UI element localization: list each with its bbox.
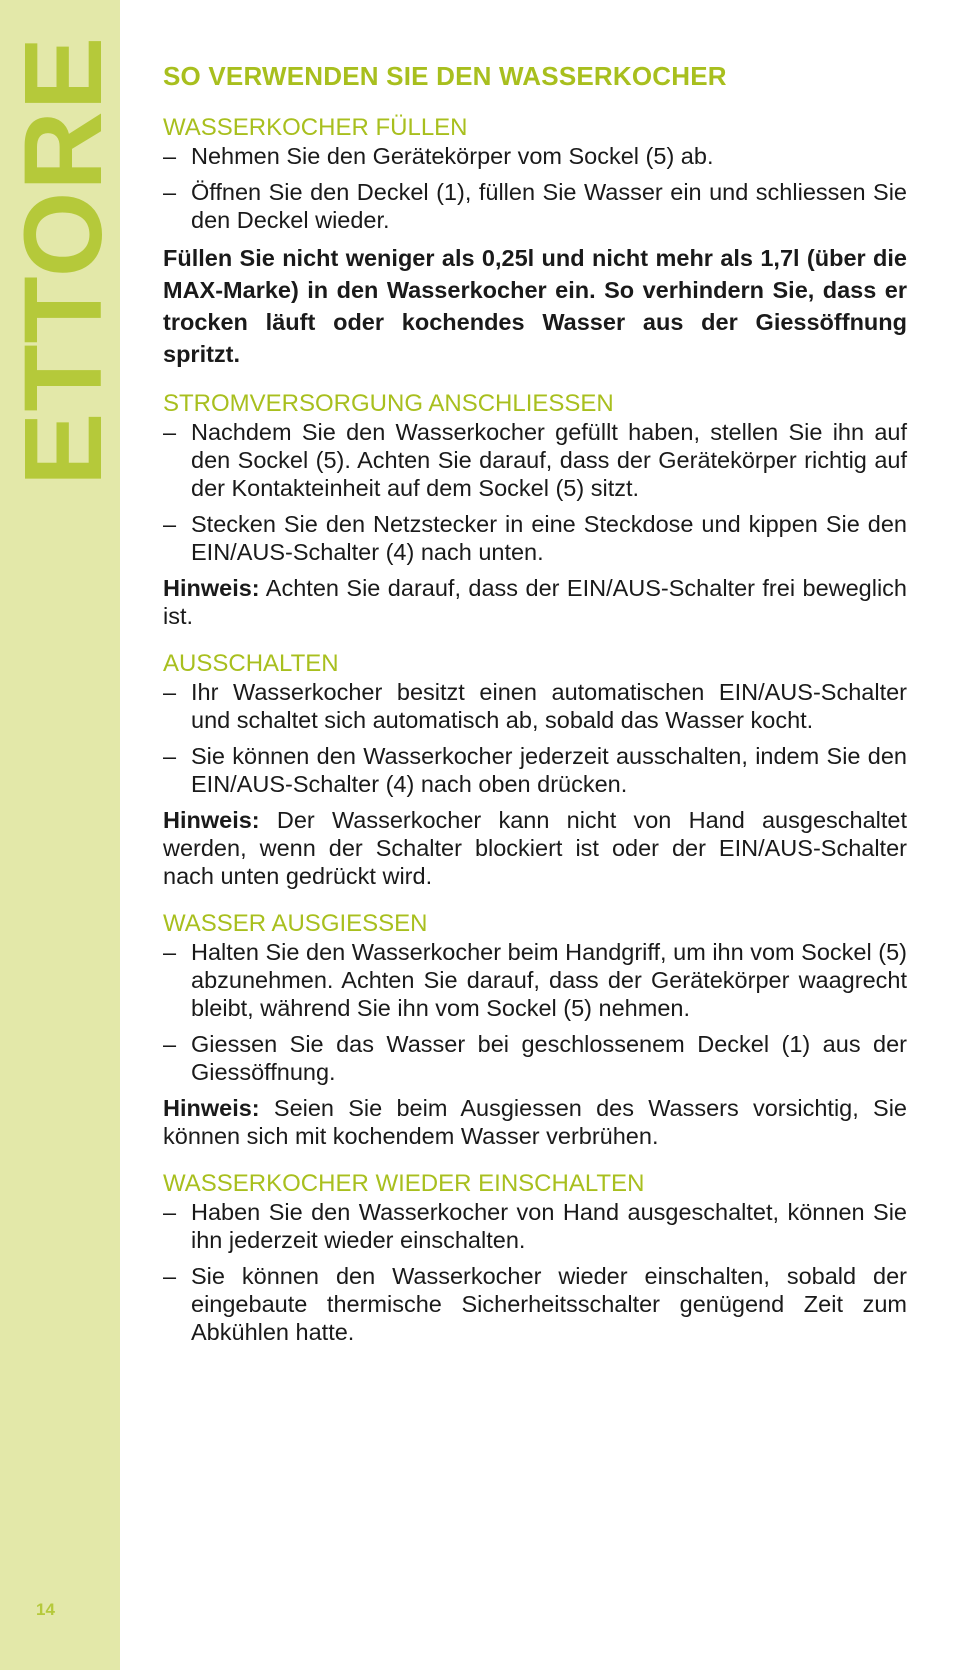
list-item xyxy=(163,1030,907,1086)
list-item-text: Ihr Wasserkocher besitzt einen automatischen EIN/AUS-Schalter und schaltet sich automatisch ab, sobald das Wasser kocht. xyxy=(191,679,907,733)
list-item-text: Nachdem Sie den Wasserkocher gefüllt haben, stellen Sie ihn auf den Sockel (5). Achten Sie darauf, dass der Gerätekörper richtig auf der Kontakteinheit auf dem Sockel (5) sitzt. xyxy=(191,419,907,501)
dash-marker: – xyxy=(163,939,177,965)
dash-marker: – xyxy=(163,1263,177,1289)
page-number: 14 xyxy=(36,1600,55,1619)
dash-marker: – xyxy=(163,1031,177,1057)
note-label: Hinweis: xyxy=(163,1095,260,1121)
list-item-text: Haben Sie den Wasserkocher von Hand ausgeschaltet, können Sie ihn jederzeit wieder einschalten. xyxy=(191,1199,907,1253)
main-content xyxy=(163,60,907,1366)
note-text: Seien Sie beim Ausgiessen des Wassers vorsichtig, Sie können sich mit kochendem Wasser verbrühen. xyxy=(163,1095,907,1149)
list-item xyxy=(163,1198,907,1254)
list-item-text: Giessen Sie das Wasser bei geschlossenem Deckel (1) aus der Giessöffnung. xyxy=(191,1031,907,1085)
page-title: SO VERWENDEN SIE DEN WASSERKOCHER xyxy=(163,61,727,91)
list-item xyxy=(163,938,907,1022)
list-item-text: Nehmen Sie den Gerätekörper vom Sockel (5) ab. xyxy=(191,143,714,169)
list-item xyxy=(163,1262,907,1346)
dash-marker: – xyxy=(163,511,177,537)
sidebar xyxy=(0,0,125,1670)
list-item-text: Sie können den Wasserkocher jederzeit ausschalten, indem Sie den EIN/AUS-Schalter (4) nach oben drücken. xyxy=(191,743,907,797)
note-text: Der Wasserkocher kann nicht von Hand ausgeschaltet werden, wenn der Schalter blockiert ist oder der EIN/AUS-Schalter nach unten gedrückt wird. xyxy=(163,807,908,889)
note-text: Achten Sie darauf, dass der EIN/AUS-Schalter frei beweglich ist. xyxy=(163,575,908,629)
bullet-list xyxy=(163,418,907,566)
section-power xyxy=(163,390,907,630)
dash-marker: – xyxy=(163,679,177,705)
section-restart xyxy=(163,1170,907,1346)
section-heading: WASSER AUSGIESSEN xyxy=(163,910,428,937)
section-fill xyxy=(163,114,907,370)
section-heading: WASSERKOCHER WIEDER EINSCHALTEN xyxy=(163,1170,645,1197)
list-item xyxy=(163,742,907,798)
brand-logo: ETTORE xyxy=(2,35,125,486)
note-paragraph xyxy=(163,806,907,890)
note-label: Hinweis: xyxy=(163,575,260,601)
section-heading: WASSERKOCHER FÜLLEN xyxy=(163,114,468,141)
bullet-list xyxy=(163,142,907,234)
section-heading: STROMVERSORGUNG ANSCHLIESSEN xyxy=(163,390,614,417)
bullet-list xyxy=(163,938,907,1086)
note-label: Hinweis: xyxy=(163,807,260,833)
dash-marker: – xyxy=(163,743,177,769)
section-heading: AUSSCHALTEN xyxy=(163,650,339,677)
list-item xyxy=(163,178,907,234)
list-item-text: Stecken Sie den Netzstecker in eine Steckdose und kippen Sie den EIN/AUS-Schalter (4) nach unten. xyxy=(191,511,907,565)
note-paragraph xyxy=(163,1094,907,1150)
dash-marker: – xyxy=(163,1199,177,1225)
list-item xyxy=(163,142,907,170)
warning-paragraph: Füllen Sie nicht weniger als 0,25l und nicht mehr als 1,7l (über die MAX-Marke) in den Wasserkocher ein. So verhindern Sie, dass er trocken läuft oder kochendes Wasser aus der Giessöffnung spritzt. xyxy=(163,245,907,367)
dash-marker: – xyxy=(163,419,177,445)
list-item-text: Halten Sie den Wasserkocher beim Handgriff, um ihn vom Sockel (5) abzunehmen. Achten Sie darauf, dass der Gerätekörper waagrecht bleibt, während Sie ihn vom Sockel (5) nehmen. xyxy=(191,939,907,1021)
list-item xyxy=(163,418,907,502)
list-item-text: Sie können den Wasserkocher wieder einschalten, sobald der eingebaute thermische Sicherheitsschalter genügend Zeit zum Abkühlen hatte. xyxy=(191,1263,907,1345)
bullet-list xyxy=(163,678,907,798)
bullet-list xyxy=(163,1198,907,1346)
dash-marker: – xyxy=(163,143,177,169)
section-pour xyxy=(163,910,907,1150)
list-item xyxy=(163,510,907,566)
dash-marker: – xyxy=(163,179,177,205)
section-off xyxy=(163,650,907,890)
list-item xyxy=(163,678,907,734)
note-paragraph xyxy=(163,574,907,630)
list-item-text: Öffnen Sie den Deckel (1), füllen Sie Wasser ein und schliessen Sie den Deckel wieder. xyxy=(191,179,907,233)
